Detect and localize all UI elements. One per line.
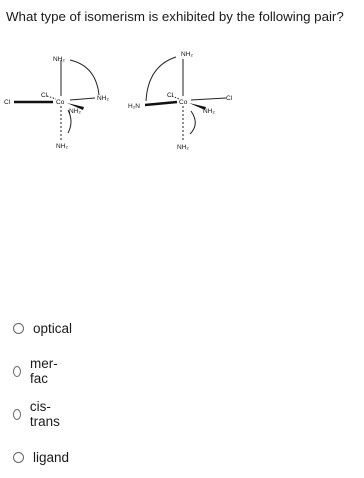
right-ligand-bottom: NH₂: [177, 144, 189, 151]
left-ligand-front-right: NH₂: [69, 108, 81, 115]
left-ligand-back-left: Cl: [41, 92, 48, 99]
radio-button[interactable]: [13, 409, 21, 420]
option-label: optical: [33, 320, 73, 336]
left-ligand-bottom: NH₂: [56, 143, 68, 150]
left-bond-back-left: [47, 96, 56, 99]
right-ligand-back-left: Cl: [167, 92, 174, 99]
isomer-pair-figure: [0, 40, 364, 160]
right-ligand-left: H₂N: [128, 103, 140, 110]
option-label: cis-trans: [29, 399, 60, 429]
left-bond-right-wedge: [70, 98, 95, 100]
option-label: ligand: [33, 449, 70, 465]
option-cis-trans[interactable]: [13, 399, 63, 429]
left-ligand-left: Cl: [4, 99, 11, 106]
left-metal: Co: [56, 99, 65, 106]
option-ligand[interactable]: [13, 447, 69, 467]
option-mer-fac[interactable]: [13, 356, 61, 386]
option-optical[interactable]: [13, 318, 72, 338]
radio-button[interactable]: [13, 323, 24, 334]
right-metal: Co: [179, 99, 188, 106]
radio-button[interactable]: [13, 452, 24, 463]
right-chelate-arc-bottom: [190, 111, 195, 134]
radio-button[interactable]: [13, 366, 21, 377]
option-label: mer-fac: [30, 356, 58, 386]
left-ligand-right: NH₂: [97, 95, 109, 102]
left-complex: [4, 56, 109, 150]
left-ligand-top: NH₂: [53, 56, 65, 63]
right-bond-right: [191, 98, 226, 100]
right-ligand-front-right: NH₂: [203, 108, 215, 115]
right-bond-left: [145, 102, 177, 105]
right-ligand-top: NH₂: [181, 51, 193, 58]
question-text: What type of isomerism is exhibited by the following pair?: [6, 9, 344, 24]
left-chelate-arc: [70, 60, 99, 95]
right-complex: [128, 51, 233, 151]
right-ligand-right: Cl: [226, 95, 233, 102]
